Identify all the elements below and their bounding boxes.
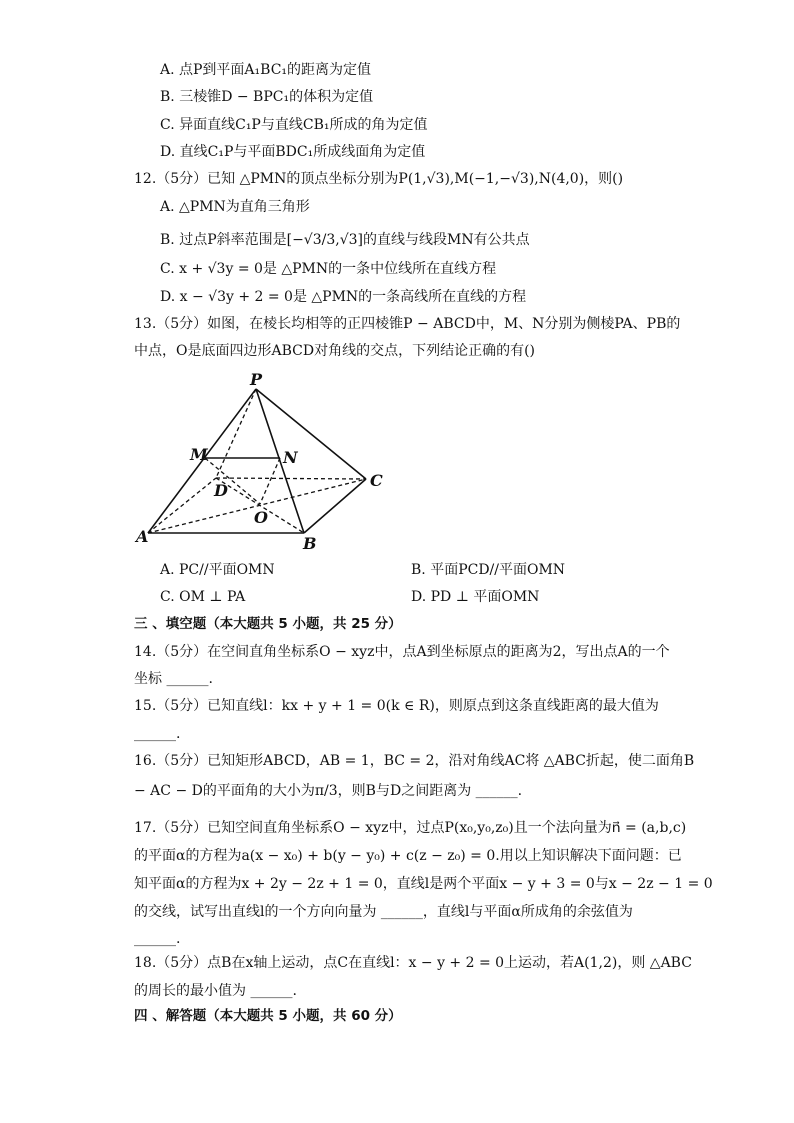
- q18-line1: 18.（5分）点B在x轴上运动，点C在直线l：x − y + 2 = 0上运动，若A(1,2)，则 △ABC: [134, 955, 692, 971]
- q18-line2: 的周长的最小值为 ______.: [134, 983, 297, 999]
- vertex-label-c: C: [370, 471, 383, 490]
- q13-option-c: C. OM ⊥ PA: [160, 589, 246, 605]
- q12-option-b: B. 过点P斜率范围是[−√3/3,√3]的直线与线段MN有公共点: [160, 232, 530, 248]
- q12-stem: 12.（5分）已知 △PMN的顶点坐标分别为P(1,√3),M(−1,−√3),N(4,0)，则(): [134, 171, 624, 187]
- vertex-label-o: O: [254, 508, 268, 527]
- vertex-label-p: P: [250, 370, 263, 389]
- q14-line1: 14.（5分）在空间直角坐标系O − xyz中，点A到坐标原点的距离为2，写出点A的一个: [134, 644, 670, 660]
- q17-line4: 的交线，试写出直线l的一个方向向量为 ______，直线l与平面α所成角的余弦值为: [134, 904, 633, 920]
- vertex-label-a: A: [136, 527, 149, 546]
- q13-stem-line2: 中点，O是底面四边形ABCD对角线的交点，下列结论正确的有(): [134, 343, 535, 359]
- vertex-label-m: M: [190, 445, 208, 464]
- q17-line3: 知平面α的方程为x + 2y − 2z + 1 = 0，直线l是两个平面x − y + 3 = 0与x − 2z − 1 = 0: [134, 876, 713, 892]
- q17-line5: ______.: [134, 931, 181, 947]
- q12-option-c: C. x + √3y = 0是 △PMN的一条中位线所在直线方程: [160, 261, 497, 277]
- section-4-heading: 四 、解答题（本大题共 5 小题，共 60 分）: [134, 1008, 402, 1024]
- q15-line2: ______.: [134, 726, 181, 742]
- q12-option-a: A. △PMN为直角三角形: [160, 199, 310, 215]
- vertex-label-d: D: [214, 481, 228, 500]
- q11-option-d: D. 直线C₁P与平面BDC₁所成线面角为定值: [160, 144, 426, 160]
- q13-option-b: B. 平面PCD//平面OMN: [411, 562, 566, 578]
- q16-line2: − AC − D的平面角的大小为π/3，则B与D之间距离为 ______.: [134, 783, 523, 799]
- pyramid-figure: [130, 370, 390, 555]
- q17-line2: 的平面α的方程为a(x − x₀) + b(y − y₀) + c(z − z₀) = 0.用以上知识解决下面问题：已: [134, 848, 682, 864]
- q13-option-d: D. PD ⊥ 平面OMN: [411, 589, 540, 605]
- q16-line1: 16.（5分）已知矩形ABCD，AB = 1，BC = 2，沿对角线AC将 △ABC折起，使二面角B: [134, 753, 695, 769]
- vertex-label-b: B: [303, 534, 317, 553]
- vertex-label-n: N: [283, 448, 298, 467]
- q11-option-a: A. 点P到平面A₁BC₁的距离为定值: [160, 62, 372, 78]
- q11-option-b: B. 三棱锥D − BPC₁的体积为定值: [160, 89, 374, 105]
- q15-line1: 15.（5分）已知直线l：kx + y + 1 = 0(k ∈ R)，则原点到这条直线距离的最大值为: [134, 698, 659, 714]
- q12-option-d: D. x − √3y + 2 = 0是 △PMN的一条高线所在直线的方程: [160, 289, 527, 305]
- q13-stem-line1: 13.（5分）如图，在棱长均相等的正四棱锥P − ABCD中，M、N分别为侧棱PA、PB的: [134, 316, 681, 332]
- q11-option-c: C. 异面直线C₁P与直线CB₁所成的角为定值: [160, 117, 428, 133]
- section-3-heading: 三 、填空题（本大题共 5 小题，共 25 分）: [134, 616, 402, 632]
- q13-option-a: A. PC//平面OMN: [160, 562, 275, 578]
- q14-line2: 坐标 ______.: [134, 671, 213, 687]
- q17-line1: 17.（5分）已知空间直角坐标系O − xyz中，过点P(x₀,y₀,z₀)且一个法向量为n⃗ = (a,b,c): [134, 820, 687, 836]
